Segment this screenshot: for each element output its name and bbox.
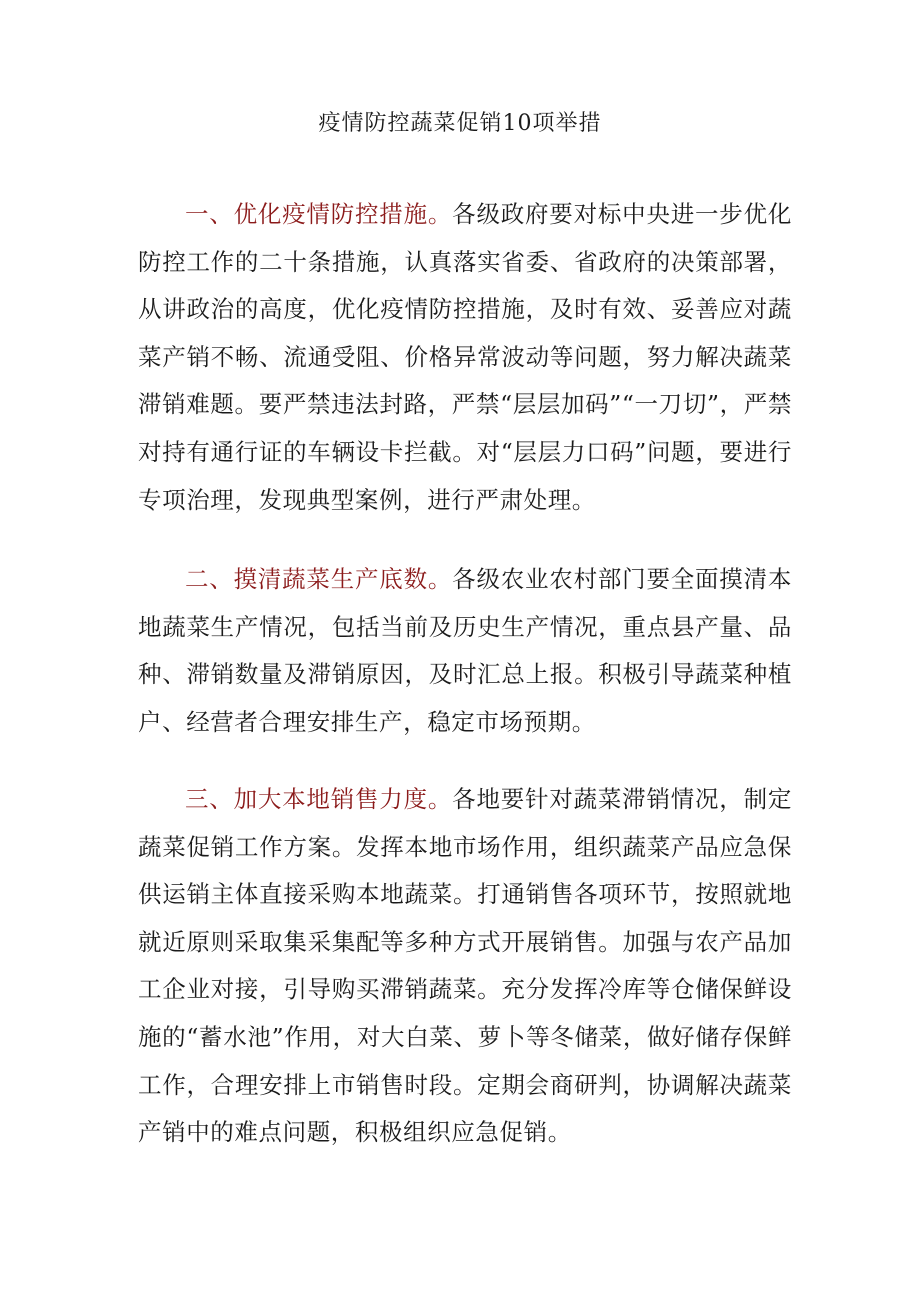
- section-3-heading: 三、加大本地销售力度。: [185, 785, 453, 813]
- section-1-heading: 一、优化疫情防控措施。: [185, 200, 453, 228]
- section-3-paragraph: [138, 776, 792, 1157]
- section-3-body: 各地要针对蔬菜滞销情况，制定蔬菜促销工作方案。发挥本地市场作用，组织蔬菜产品应急保供运销主体直接采购本地蔬菜。打通销售各项环节，按照就地就近原则采取集采集配等多种方式开展销售。加强与农产品加工企业对接，引导购买滞销蔬菜。充分发挥冷库等仓储保鲜设施的“蓄水池”作用，对大白菜、萝卜等冬储菜，做好储存保鲜工作，合理安排上市销售时段。定期会商研判，协调解决蔬菜产销中的难点问题，积极组织应急促销。: [138, 785, 792, 1147]
- section-2-body: 各级农业农村部门要全面摸清本地蔬菜生产情况，包括当前及历史生产情况，重点县产量、品种、滞销数量及滞销原因，及时汇总上报。积极引导蔬菜种植户、经营者合理安排生产，稳定市场预期。: [138, 565, 792, 736]
- section-1-body: 各级政府要对标中央进一步优化防控工作的二十条措施，认真落实省委、省政府的决策部署，从讲政治的高度，优化疫情防控措施，及时有效、妥善应对蔬菜产销不畅、流通受阻、价格异常波动等问题，努力解决蔬菜滞销难题。要严禁违法封路，严禁“层层加码”“一刀切”，严禁对持有通行证的车辆设卡拦截。对“层层力口码”问题，要进行专项治理，发现典型案例，进行严肃处理。: [138, 200, 792, 514]
- section-1-paragraph: [138, 191, 792, 524]
- section-2-heading: 二、摸清蔬菜生产底数。: [185, 565, 453, 593]
- document-title: 疫情防控蔬菜促销10项举措: [318, 111, 602, 136]
- section-2-paragraph: [138, 556, 792, 746]
